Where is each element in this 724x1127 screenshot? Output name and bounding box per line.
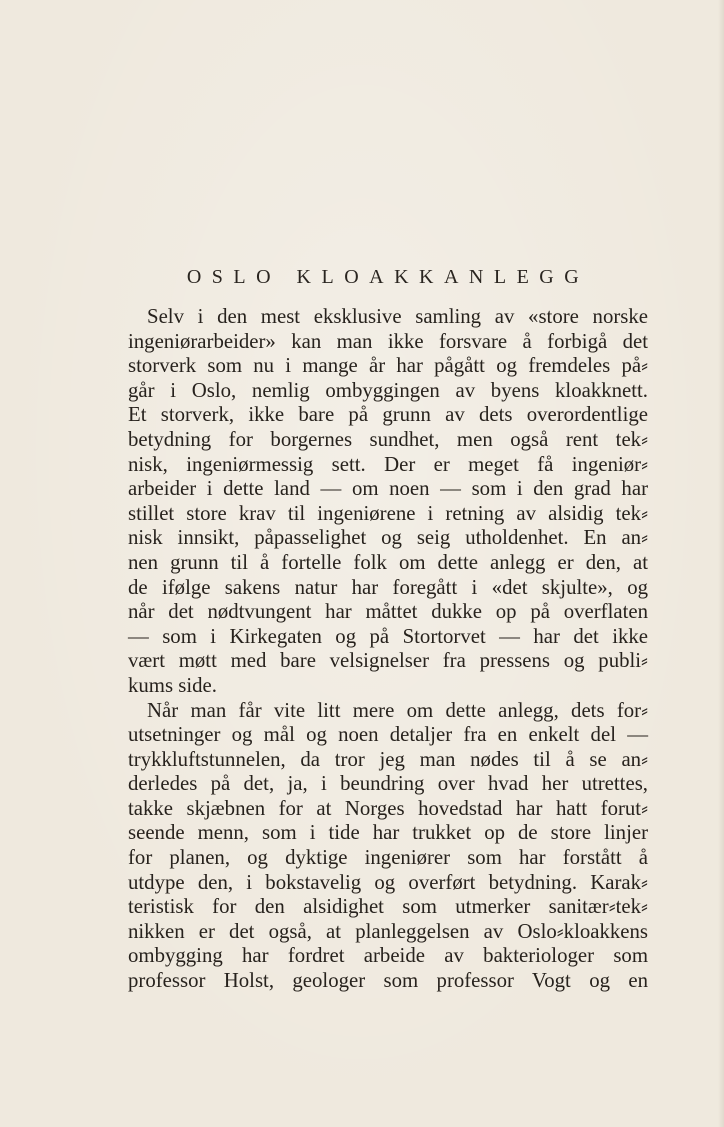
text-line: går i Oslo, nemlig ombyggingen av byens kloakknett. [128, 378, 648, 402]
text-line: de ifølge sakens natur har foregått i «det skjulte», og [128, 575, 648, 599]
text-line: ingeniørarbeider» kan man ikke forsvare å forbigå det [128, 329, 648, 353]
text-line: utsetninger og mål og noen detaljer fra en enkelt del — [128, 723, 648, 747]
text-line: betydning for borgernes sundhet, men også rent tek⸗ [128, 427, 648, 451]
text-line: nisk innsikt, påpasselighet og seig utholdenhet. En an⸗ [128, 526, 648, 550]
paragraph-1 [128, 305, 648, 699]
body-text [128, 305, 648, 994]
text-line: vært møtt med bare velsignelser fra pressens og publi⸗ [128, 649, 648, 673]
text-line: seende menn, som i tide har trukket op de store linjer [128, 821, 648, 845]
text-line: Et storverk, ikke bare på grunn av dets overordentlige [128, 403, 648, 427]
text-line: Når man får vite litt mere om dette anlegg, dets for⸗ [147, 698, 648, 722]
text-line: når det nødtvungent har måttet dukke op på overflaten [128, 600, 648, 624]
chapter-title: OSLO KLOAKKANLEGG [186, 266, 590, 288]
page-edge-shadow [718, 0, 724, 1127]
text-line: trykkluftstunnelen, da tror jeg man nødes til å se an⸗ [128, 747, 648, 771]
text-line: nen grunn til å fortelle folk om dette anlegg er den, at [128, 550, 648, 574]
text-line: stillet store krav til ingeniørene i retning av alsidig tek⸗ [128, 501, 648, 525]
text-line: nikken er det også, at planleggelsen av Oslo⸗kloakkens [128, 919, 648, 943]
text-line: teristisk for den alsidighet som utmerker sanitær⸗tek⸗ [128, 895, 648, 919]
paragraph-2 [128, 699, 648, 994]
text-line: derledes på det, ja, i beundring over hvad her utrettes, [128, 772, 648, 796]
text-line: utdype den, i bokstavelig og overført betydning. Karak⸗ [128, 870, 648, 894]
text-line: ombygging har fordret arbeide av bakteriologer som [128, 944, 648, 968]
text-line: takke skjæbnen for at Norges hovedstad har hatt forut⸗ [128, 796, 648, 820]
text-line: professor Holst, geologer som professor Vogt og en [128, 969, 648, 993]
text-line: — som i Kirkegaten og på Stortorvet — har det ikke [128, 624, 648, 648]
text-line: arbeider i dette land — om noen — som i den grad har [128, 477, 648, 501]
text-line: storverk som nu i mange år har pågått og fremdeles på⸗ [128, 354, 648, 378]
text-line: nisk, ingeniørmessig sett. Der er meget få ingeniør⸗ [128, 452, 648, 476]
text-line: Selv i den mest eksklusive samling av «store norske [147, 305, 648, 328]
text-line: for planen, og dyktige ingeniører som har forstått å [128, 846, 648, 870]
text-line: kums side. [128, 673, 217, 697]
